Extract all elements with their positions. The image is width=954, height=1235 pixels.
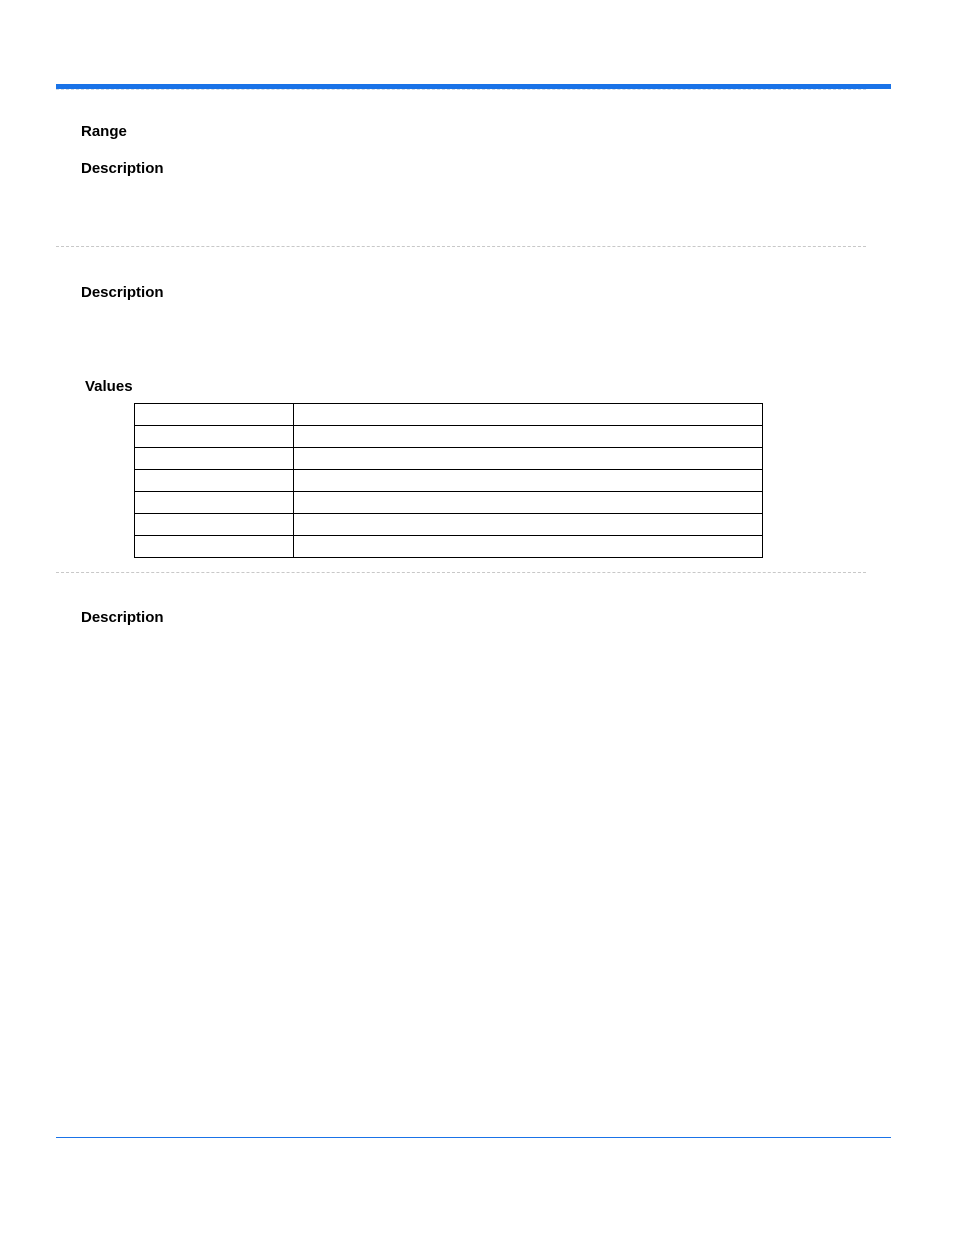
table-cell <box>294 536 763 558</box>
footer-rule <box>56 1137 891 1138</box>
table-cell <box>294 448 763 470</box>
table-row <box>135 492 763 514</box>
description-heading-3: Description <box>81 609 164 626</box>
table-row <box>135 470 763 492</box>
table-cell <box>135 426 294 448</box>
table-row <box>135 536 763 558</box>
table-cell <box>294 426 763 448</box>
description-heading-2: Description <box>81 284 164 301</box>
table-row <box>135 404 763 426</box>
table-cell <box>135 492 294 514</box>
table-row <box>135 426 763 448</box>
values-table <box>134 403 763 558</box>
table-cell <box>135 404 294 426</box>
table-row <box>135 514 763 536</box>
table-cell <box>135 514 294 536</box>
table-cell <box>294 492 763 514</box>
table-cell <box>135 536 294 558</box>
table-cell <box>294 404 763 426</box>
table-cell <box>135 448 294 470</box>
table-row <box>135 448 763 470</box>
header-dashed-rule <box>56 89 866 90</box>
table-cell <box>135 470 294 492</box>
values-heading: Values <box>85 378 133 395</box>
table-cell <box>294 470 763 492</box>
section-separator-2 <box>56 572 866 573</box>
description-heading-1: Description <box>81 160 164 177</box>
table-cell <box>294 514 763 536</box>
range-heading: Range <box>81 123 127 140</box>
section-separator-1 <box>56 246 866 247</box>
